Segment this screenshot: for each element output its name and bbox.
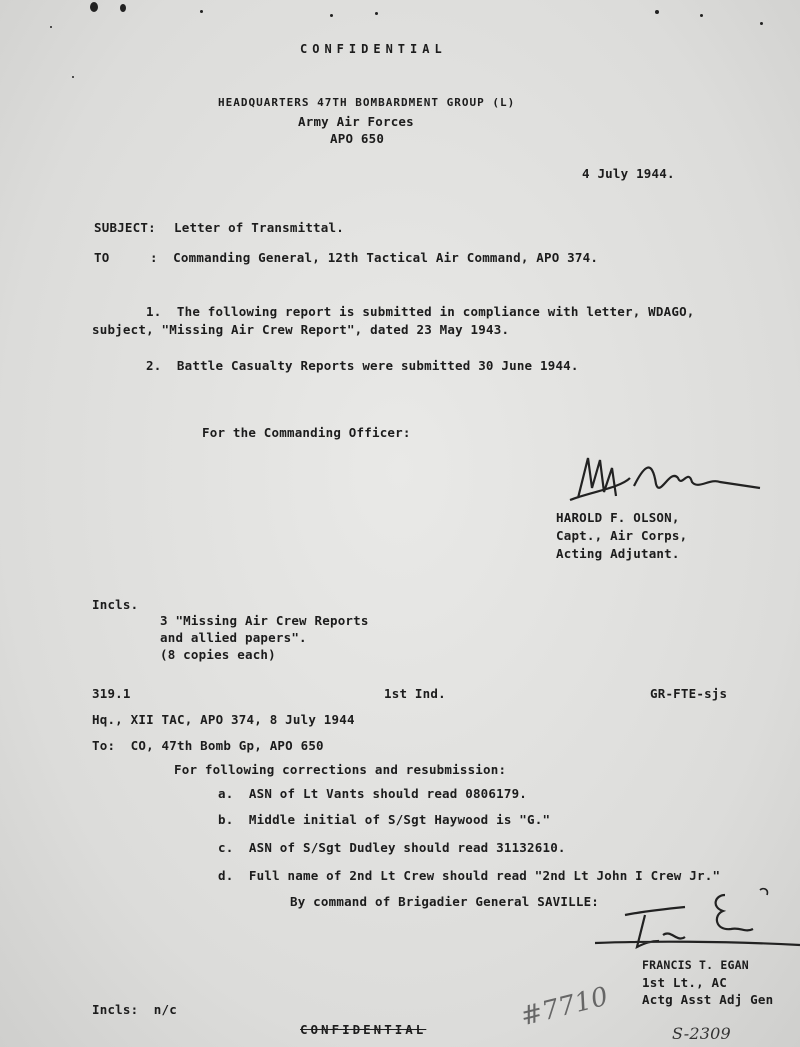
paragraph-1-line-2: subject, "Missing Air Crew Report", dated 23 May 1943.	[92, 322, 510, 337]
paragraph-2: 2. Battle Casualty Reports were submitted 30 June 1944.	[146, 358, 579, 373]
classification-top: CONFIDENTIAL	[300, 42, 447, 56]
signer-2-title: Actg Asst Adj Gen	[642, 992, 774, 1007]
signature-egan	[585, 885, 800, 965]
dust-speck	[120, 4, 126, 12]
reference-code: GR-FTE-sjs	[650, 686, 728, 701]
by-command-line: By command of Brigadier General SAVILLE:	[290, 894, 600, 909]
signer-2-name: FRANCIS T. EGAN	[642, 958, 749, 972]
enclosures-line-3: (8 copies each)	[160, 647, 276, 662]
correction-item-c: c. ASN of S/Sgt Dudley should read 31132610.	[218, 840, 566, 855]
classification-bottom: CONFIDENTIAL	[300, 1022, 427, 1037]
subject-text: Letter of Transmittal.	[174, 220, 344, 235]
dust-speck	[760, 22, 763, 25]
indorsement-from: Hq., XII TAC, APO 374, 8 July 1944	[92, 712, 355, 727]
correction-item-a: a. ASN of Lt Vants should read 0806179.	[218, 786, 528, 801]
enclosures-line-1: 3 "Missing Air Crew Reports	[160, 613, 369, 628]
to-label: TO	[94, 250, 110, 265]
paragraph-1-line-1: 1. The following report is submitted in compliance with letter, WDAGO,	[146, 304, 695, 319]
correction-item-b: b. Middle initial of S/Sgt Haywood is "G."	[218, 812, 551, 827]
handwritten-corner-mark: S-2309	[672, 1024, 731, 1043]
indorsement-label: 1st Ind.	[384, 686, 446, 701]
enclosures-line-2: and allied papers".	[160, 630, 307, 645]
for-commanding-officer: For the Commanding Officer:	[202, 425, 411, 440]
dust-speck	[375, 12, 378, 15]
handwritten-number: #7710	[517, 981, 612, 1033]
dust-speck	[700, 14, 703, 17]
corrections-intro: For following corrections and resubmission:	[174, 762, 507, 777]
enclosures-label: Incls.	[92, 597, 139, 612]
header-line-3: APO 650	[330, 131, 385, 146]
signer-1-name: HAROLD F. OLSON,	[556, 510, 680, 525]
dust-speck	[50, 26, 52, 28]
signature-olson	[560, 448, 770, 518]
dust-speck	[72, 76, 74, 78]
signer-1-rank: Capt., Air Corps,	[556, 528, 688, 543]
dust-speck	[655, 10, 659, 14]
signer-1-title: Acting Adjutant.	[556, 546, 680, 561]
dust-speck	[200, 10, 203, 13]
indorsement-to: To: CO, 47th Bomb Gp, APO 650	[92, 738, 324, 753]
enclosures-bottom: Incls: n/c	[92, 1002, 177, 1017]
letter-date: 4 July 1944.	[582, 166, 675, 181]
signer-2-rank: 1st Lt., AC	[642, 975, 727, 990]
to-text: : Commanding General, 12th Tactical Air Command, APO 374.	[150, 250, 599, 265]
dust-speck	[330, 14, 333, 17]
file-number: 319.1	[92, 686, 131, 701]
dust-speck	[90, 2, 98, 12]
subject-label: SUBJECT:	[94, 220, 156, 235]
correction-item-d: d. Full name of 2nd Lt Crew should read "2nd Lt John I Crew Jr."	[218, 868, 721, 883]
header-line-1: HEADQUARTERS 47TH BOMBARDMENT GROUP (L)	[218, 96, 516, 109]
header-line-2: Army Air Forces	[298, 114, 414, 129]
